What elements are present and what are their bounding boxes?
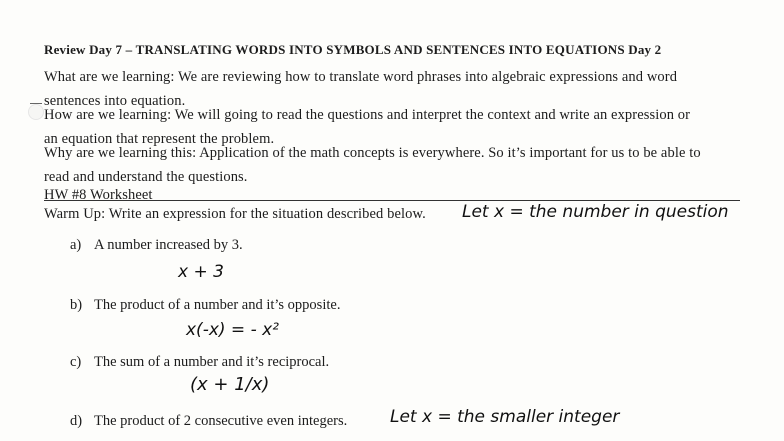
item-d-answer: Let x = the smaller integer — [390, 407, 620, 427]
item-b-answer: x(-x) = - x² — [186, 320, 279, 340]
item-c-text: The sum of a number and it’s reciprocal. — [94, 354, 330, 370]
item-b-text: The product of a number and it’s opposite. — [94, 297, 341, 313]
binder-hole — [28, 104, 44, 120]
what-learning-line-2: sentences into equation. — [44, 93, 186, 109]
item-d-text: The product of 2 consecutive even integers. — [94, 413, 348, 429]
warmup-instruction: Warm Up: Write an expression for the situation described below. — [44, 206, 426, 222]
why-learning-line-1: Why are we learning this: Application of the math concepts is everywhere. So it’s important for us to be able to — [44, 145, 701, 161]
item-b-letter: b) — [70, 297, 83, 313]
item-a-letter: a) — [70, 237, 82, 253]
what-learning-line-1: What are we learning: We are reviewing how to translate word phrases into algebraic expressions and word — [44, 69, 678, 85]
page-title: Review Day 7 – TRANSLATING WORDS INTO SYMBOLS AND SENTENCES INTO EQUATIONS Day 2 — [44, 42, 662, 57]
item-a-text: A number increased by 3. — [94, 237, 243, 253]
how-learning-line-1: How are we learning: We will going to read the questions and interpret the context and write an expression or — [44, 107, 691, 123]
item-d-letter: d) — [70, 413, 83, 429]
item-a-answer: x + 3 — [178, 262, 224, 282]
item-c-letter: c) — [70, 354, 82, 370]
item-c-answer: (x + 1/x) — [190, 374, 270, 395]
warmup-handwritten-note: Let x = the number in question — [462, 202, 729, 222]
how-learning-line-2: an equation that represent the problem. — [44, 131, 275, 147]
margin-mark — [30, 103, 42, 104]
hw-label: HW #8 Worksheet — [44, 187, 153, 203]
section-divider — [44, 200, 740, 201]
why-learning-line-2: read and understand the questions. — [44, 169, 248, 185]
